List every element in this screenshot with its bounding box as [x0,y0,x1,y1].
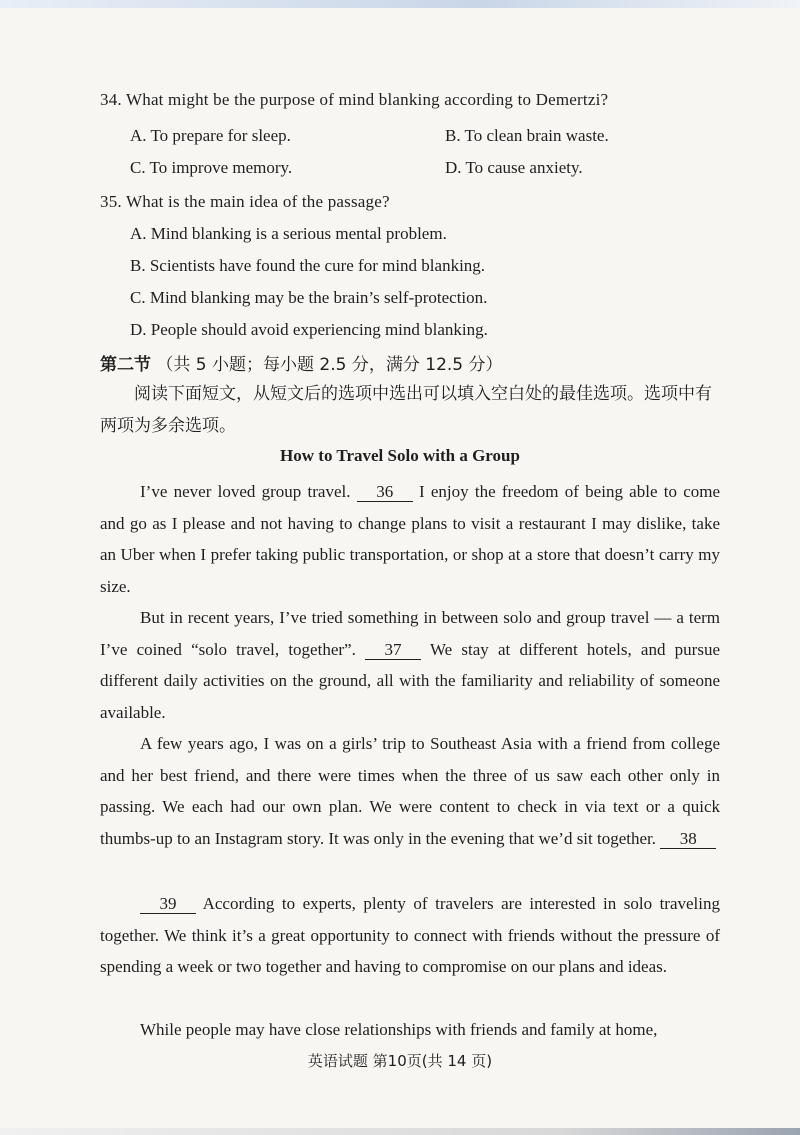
q35-option-a: A. Mind blanking is a serious mental problem. [130,224,447,243]
scan-edge-bottom [0,1128,800,1135]
section-scoring-note: （共 5 小题；每小题 2.5 分，满分 12.5 分） [156,355,503,375]
section-heading [100,350,503,375]
q35-option-c: C. Mind blanking may be the brain’s self-protection. [130,288,488,307]
passage-paragraph-5 [100,1014,720,1046]
p1-text-b: I enjoy the freedom of being able to come and go as I please and not having to change plans to visit a restaurant I may dislike, take an Uber when I prefer taking public transportation, or shop at a store that doesn’t carry my size. [100,482,721,596]
q34-option-c: C. To improve memory. [130,158,293,177]
section-title: 第二节 [100,355,151,375]
section-instructions: 阅读下面短文，从短文后的选项中选出可以填入空白处的最佳选项。选项中有两项为多余选项。 [100,384,712,436]
p3-text-a: A few years ago, I was on a girls’ trip to Southeast Asia with a friend from college and her best friend, and there were times when the three of us saw each other only in passing. We each had our own plan. We were content to check in via text or a quick thumbs-up to an Instagram story. It was only in the evening that we’d sit together. [100,734,720,848]
passage-paragraph-2 [100,602,720,728]
p4-text-b: According to experts, plenty of travelers are interested in solo traveling together. We think it’s a great opportunity to connect with friends without the pressure of spending a week or two together and having to compromise on our plans and ideas. [100,894,720,976]
blank-38: 38 [660,830,716,849]
blank-39: 39 [140,895,196,914]
q35-option-b: B. Scientists have found the cure for mind blanking. [130,256,486,275]
question-34-stem: 34. What might be the purpose of mind blanking according to Demertzi? [100,90,609,109]
q34-option-b: B. To clean brain waste. [445,126,609,145]
q35-option-d: D. People should avoid experiencing mind blanking. [130,320,488,339]
passage-paragraph-1 [100,476,720,602]
passage-paragraph-3 [100,728,720,854]
passage-paragraph-4 [100,888,720,983]
q34-option-d: D. To cause anxiety. [445,158,583,177]
p2-text-a: But in recent years, I’ve tried something in between solo and group travel — a term I’ve coined “solo travel, together”. [100,608,720,659]
p1-text-a: I’ve never loved group travel. [140,482,351,501]
p2-text-b: We stay at different hotels, and pursue different daily activities on the ground, all with the familiarity and reliability of someone available. [100,639,721,722]
blank-37: 37 [365,641,421,660]
blank-36: 36 [357,483,413,502]
passage-title: How to Travel Solo with a Group [280,446,520,465]
question-35-stem: 35. What is the main idea of the passage? [100,192,390,211]
scan-edge-top [0,0,800,8]
page-footer: 英语试题 第10页(共 14 页) [307,1052,493,1070]
p5-text: While people may have close relationships with friends and family at home, [140,1020,658,1039]
q34-option-a: A. To prepare for sleep. [130,126,291,145]
